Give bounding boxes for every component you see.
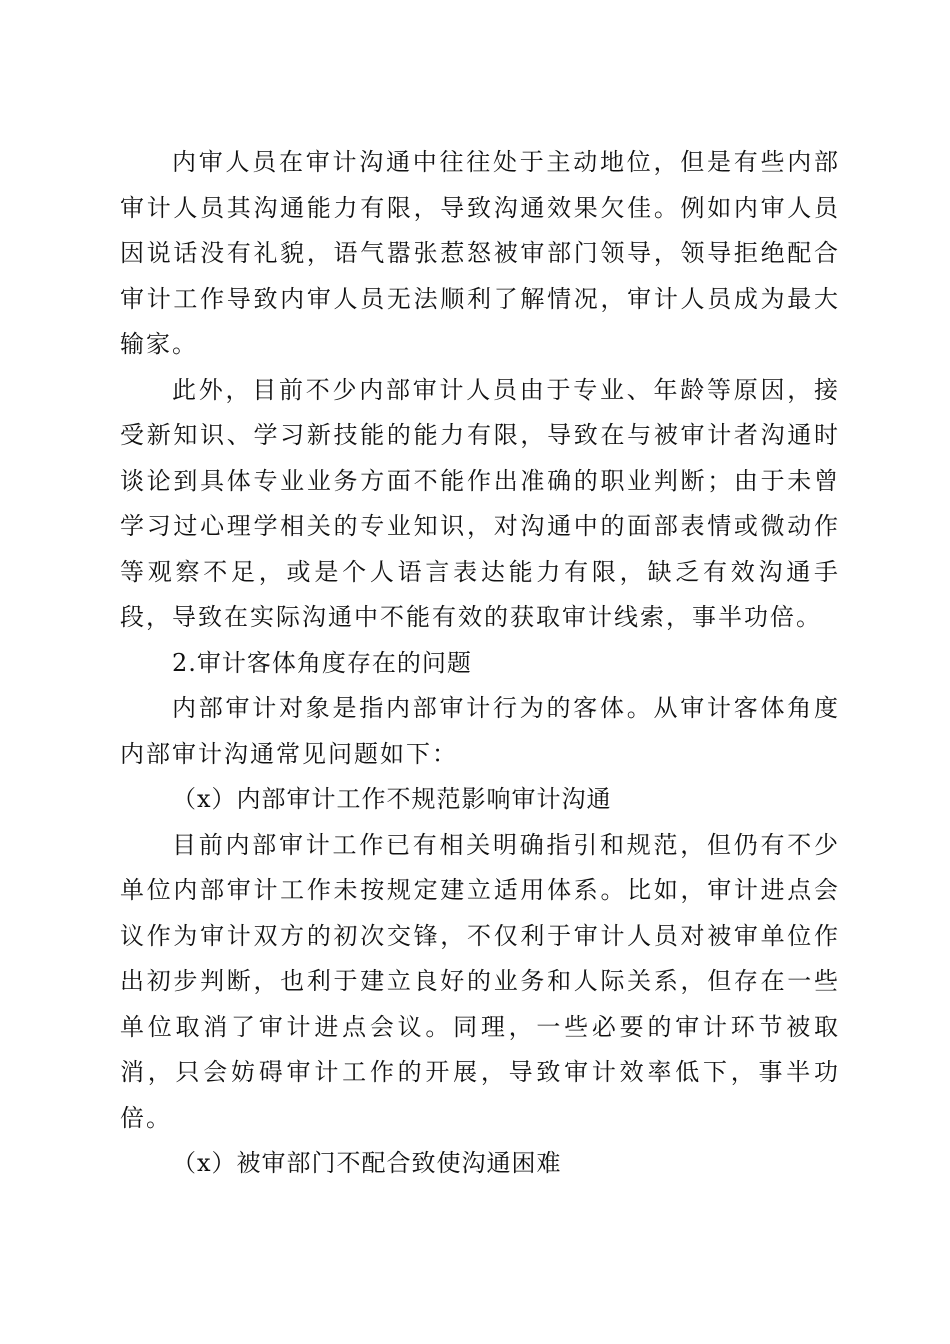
subheading-uncooperative-dept: （x）被审部门不配合致使沟通困难 [172, 1149, 562, 1177]
paragraph-auditor-communication: 内审人员在审计沟通中往往处于主动地位，但是有些内部审计人员其沟通能力有限，导致沟通效果欠佳。例如内审人员因说话没有礼貌，语气嚣张惹怒被审部门领导，领导拒绝配合审计工作导致内审人员无法顺利了解情况，审计人员成为最大输家。 [120, 148, 840, 358]
paragraph-auditor-skills: 此外，目前不少内部审计人员由于专业、年龄等原因，接受新知识、学习新技能的能力有限，导致在与被审计者沟通时谈论到具体专业业务方面不能作出准确的职业判断；由于未曾学习过心理学相关的专业知识，对沟通中的面部表情或微动作等观察不足，或是个人语言表达能力有限，缺乏有效沟通手段，导致在实际沟通中不能有效的获取审计线索，事半功倍。 [120, 375, 840, 631]
paragraph-nonstandard-work: 目前内部审计工作已有相关明确指引和规范，但仍有不少单位内部审计工作未按规定建立适用体系。比如，审计进点会议作为审计双方的初次交锋，不仅利于审计人员对被审单位作出初步判断，也利于建立良好的业务和人际关系，但存在一些单位取消了审计进点会议。同理，一些必要的审计环节被取消，只会妨碍审计工作的开展，导致审计效率低下，事半功倍。 [120, 830, 840, 1132]
subheading-nonstandard-work: （x）内部审计工作不规范影响审计沟通 [172, 785, 612, 813]
section-heading-audit-object: 2.审计客体角度存在的问题 [172, 648, 472, 677]
paragraph-audit-object-intro: 内部审计对象是指内部审计行为的客体。从审计客体角度内部审计沟通常见问题如下： [120, 694, 840, 768]
document-body [120, 140, 840, 1187]
